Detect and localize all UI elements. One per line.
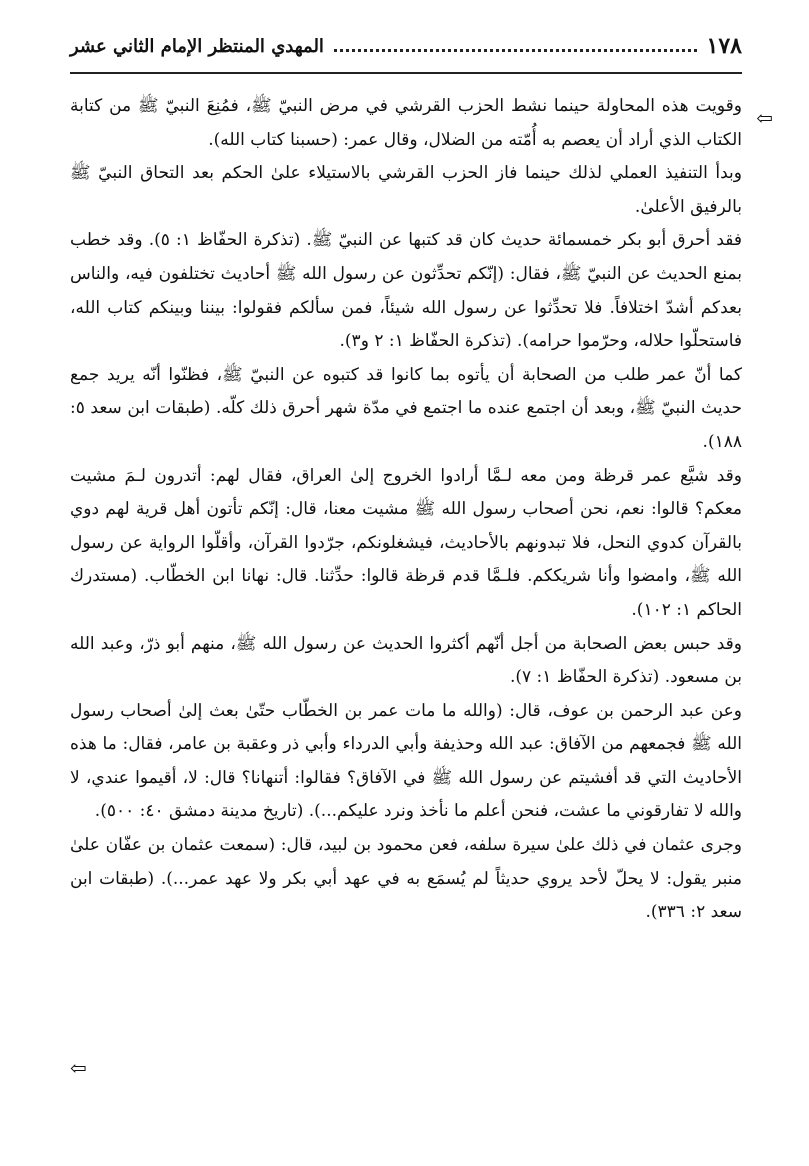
paragraph-5: وقد شيَّع عمر قرظة ومن معه لـمَّا أرادوا الخروج إلىٰ العراق، فقال لهم: أتدرون لـمَ مشيت معكم؟ قالوا: نعم، نحن أصحاب رسول الله ﷺ مشيت معنا، قال: إنّكم تأتون أهل قرية لهم دوي بالقرآن كدوي النحل، فلا تبدونهم بالأحاديث، فيشغلونكم، جرّدوا القرآن، وأقلّوا الرواية عن رسول الله ﷺ، وامضوا وأنا شريككم. فلـمَّا قدم قرظة قالوا: حدِّثنا. قال: نهانا ابن الخطّاب. (مستدرك الحاكم ١: ١٠٢).	[70, 465, 742, 620]
running-title: المهدي المنتظر الإمام الثاني عشر	[70, 35, 324, 57]
paragraph-3: فقد أحرق أبو بكر خمسمائة حديث كان قد كتبها عن النبيّ ﷺ. (تذكرة الحفّاظ ١: ٥). وقد خطب بمنع الحديث عن النبيّ ﷺ، فقال: (إنّكم تحدِّثون عن رسول الله ﷺ أحاديث تختلفون فيه، والناس بعدكم أشدّ اختلافاً. فلا تحدِّثوا عن رسول الله شيئاً، فمن سألكم فقولوا: بيننا وبينكم كتاب الله، فاستحلّوا حلاله، وحرّموا حرامه). (تذكرة الحفّاظ ١: ٢ و٣).	[70, 230, 743, 352]
page-body	[70, 90, 742, 930]
header-rule	[70, 72, 742, 74]
arrow-left-icon: ⇦	[70, 1056, 87, 1080]
paragraph-8: وجرى عثمان في ذلك علىٰ سيرة سلفه، فعن محمود بن لبيد، قال: (سمعت عثمان بن عفّان علىٰ منبر يقول: لا يحلّ لأحد يروي حديثاً لم يُسمَع به في عهد أبي بكر ولا عهد عمر...). (طبقات ابن سعد ٢: ٣٣٦).	[70, 835, 742, 923]
paragraph-2: وبدأ التنفيذ العملي لذلك حينما فاز الحزب القرشي بالاستيلاء علىٰ الحكم بعد التحاق النبيّ ﷺ بالرفيق الأعلىٰ.	[70, 163, 742, 217]
page-number: ١٧٨	[706, 33, 742, 59]
arrow-left-icon: ⇦	[756, 106, 773, 130]
page-header	[70, 28, 742, 64]
paragraph-1: وقويت هذه المحاولة حينما نشط الحزب القرشي في مرض النبيّ ﷺ، فمُنِعَ النبيّ ﷺ من كتابة الكتاب الذي أراد أن يعصم به أُمّته من الضلال، وقال عمر: (حسبنا كتاب الله).	[70, 96, 742, 150]
paragraph-4: كما أنّ عمر طلب من الصحابة أن يأتوه بما كانوا قد كتبوه عن النبيّ ﷺ، فظنّوا أنّه يريد جمع حديث النبيّ ﷺ، وبعد أن اجتمع عنده ما اجتمع في مدّة شهر أحرق ذلك كلّه. (طبقات ابن سعد ٥: ١٨٨).	[70, 364, 742, 452]
paragraph-6: وقد حبس بعض الصحابة من أجل أنّهم أكثروا الحديث عن رسول الله ﷺ، منهم أبو ذرّ، وعبد الله بن مسعود. (تذكرة الحفّاظ ١: ٧).	[70, 633, 742, 688]
paragraph-7: وعن عبد الرحمن بن عوف، قال: (والله ما مات عمر بن الخطّاب حتّىٰ بعث إلىٰ أصحاب رسول الله ﷺ فجمعهم من الآفاق: عبد الله وحذيفة وأبي الدرداء وأبي ذر وعقبة بن عامر، فقال: ما هذه الأحاديث التي قد أفشيتم عن رسول الله ﷺ في الآفاق؟ فقالوا: أتنهانا؟ قال: لا، أقيموا عندي، لا والله لا تفارقوني ما عشت، فنحن أعلم ما نأخذ ونرد عليكم...). (تاريخ مدينة دمشق ٤٠: ٥٠٠).	[70, 700, 742, 822]
header-dot-leader	[334, 41, 697, 52]
